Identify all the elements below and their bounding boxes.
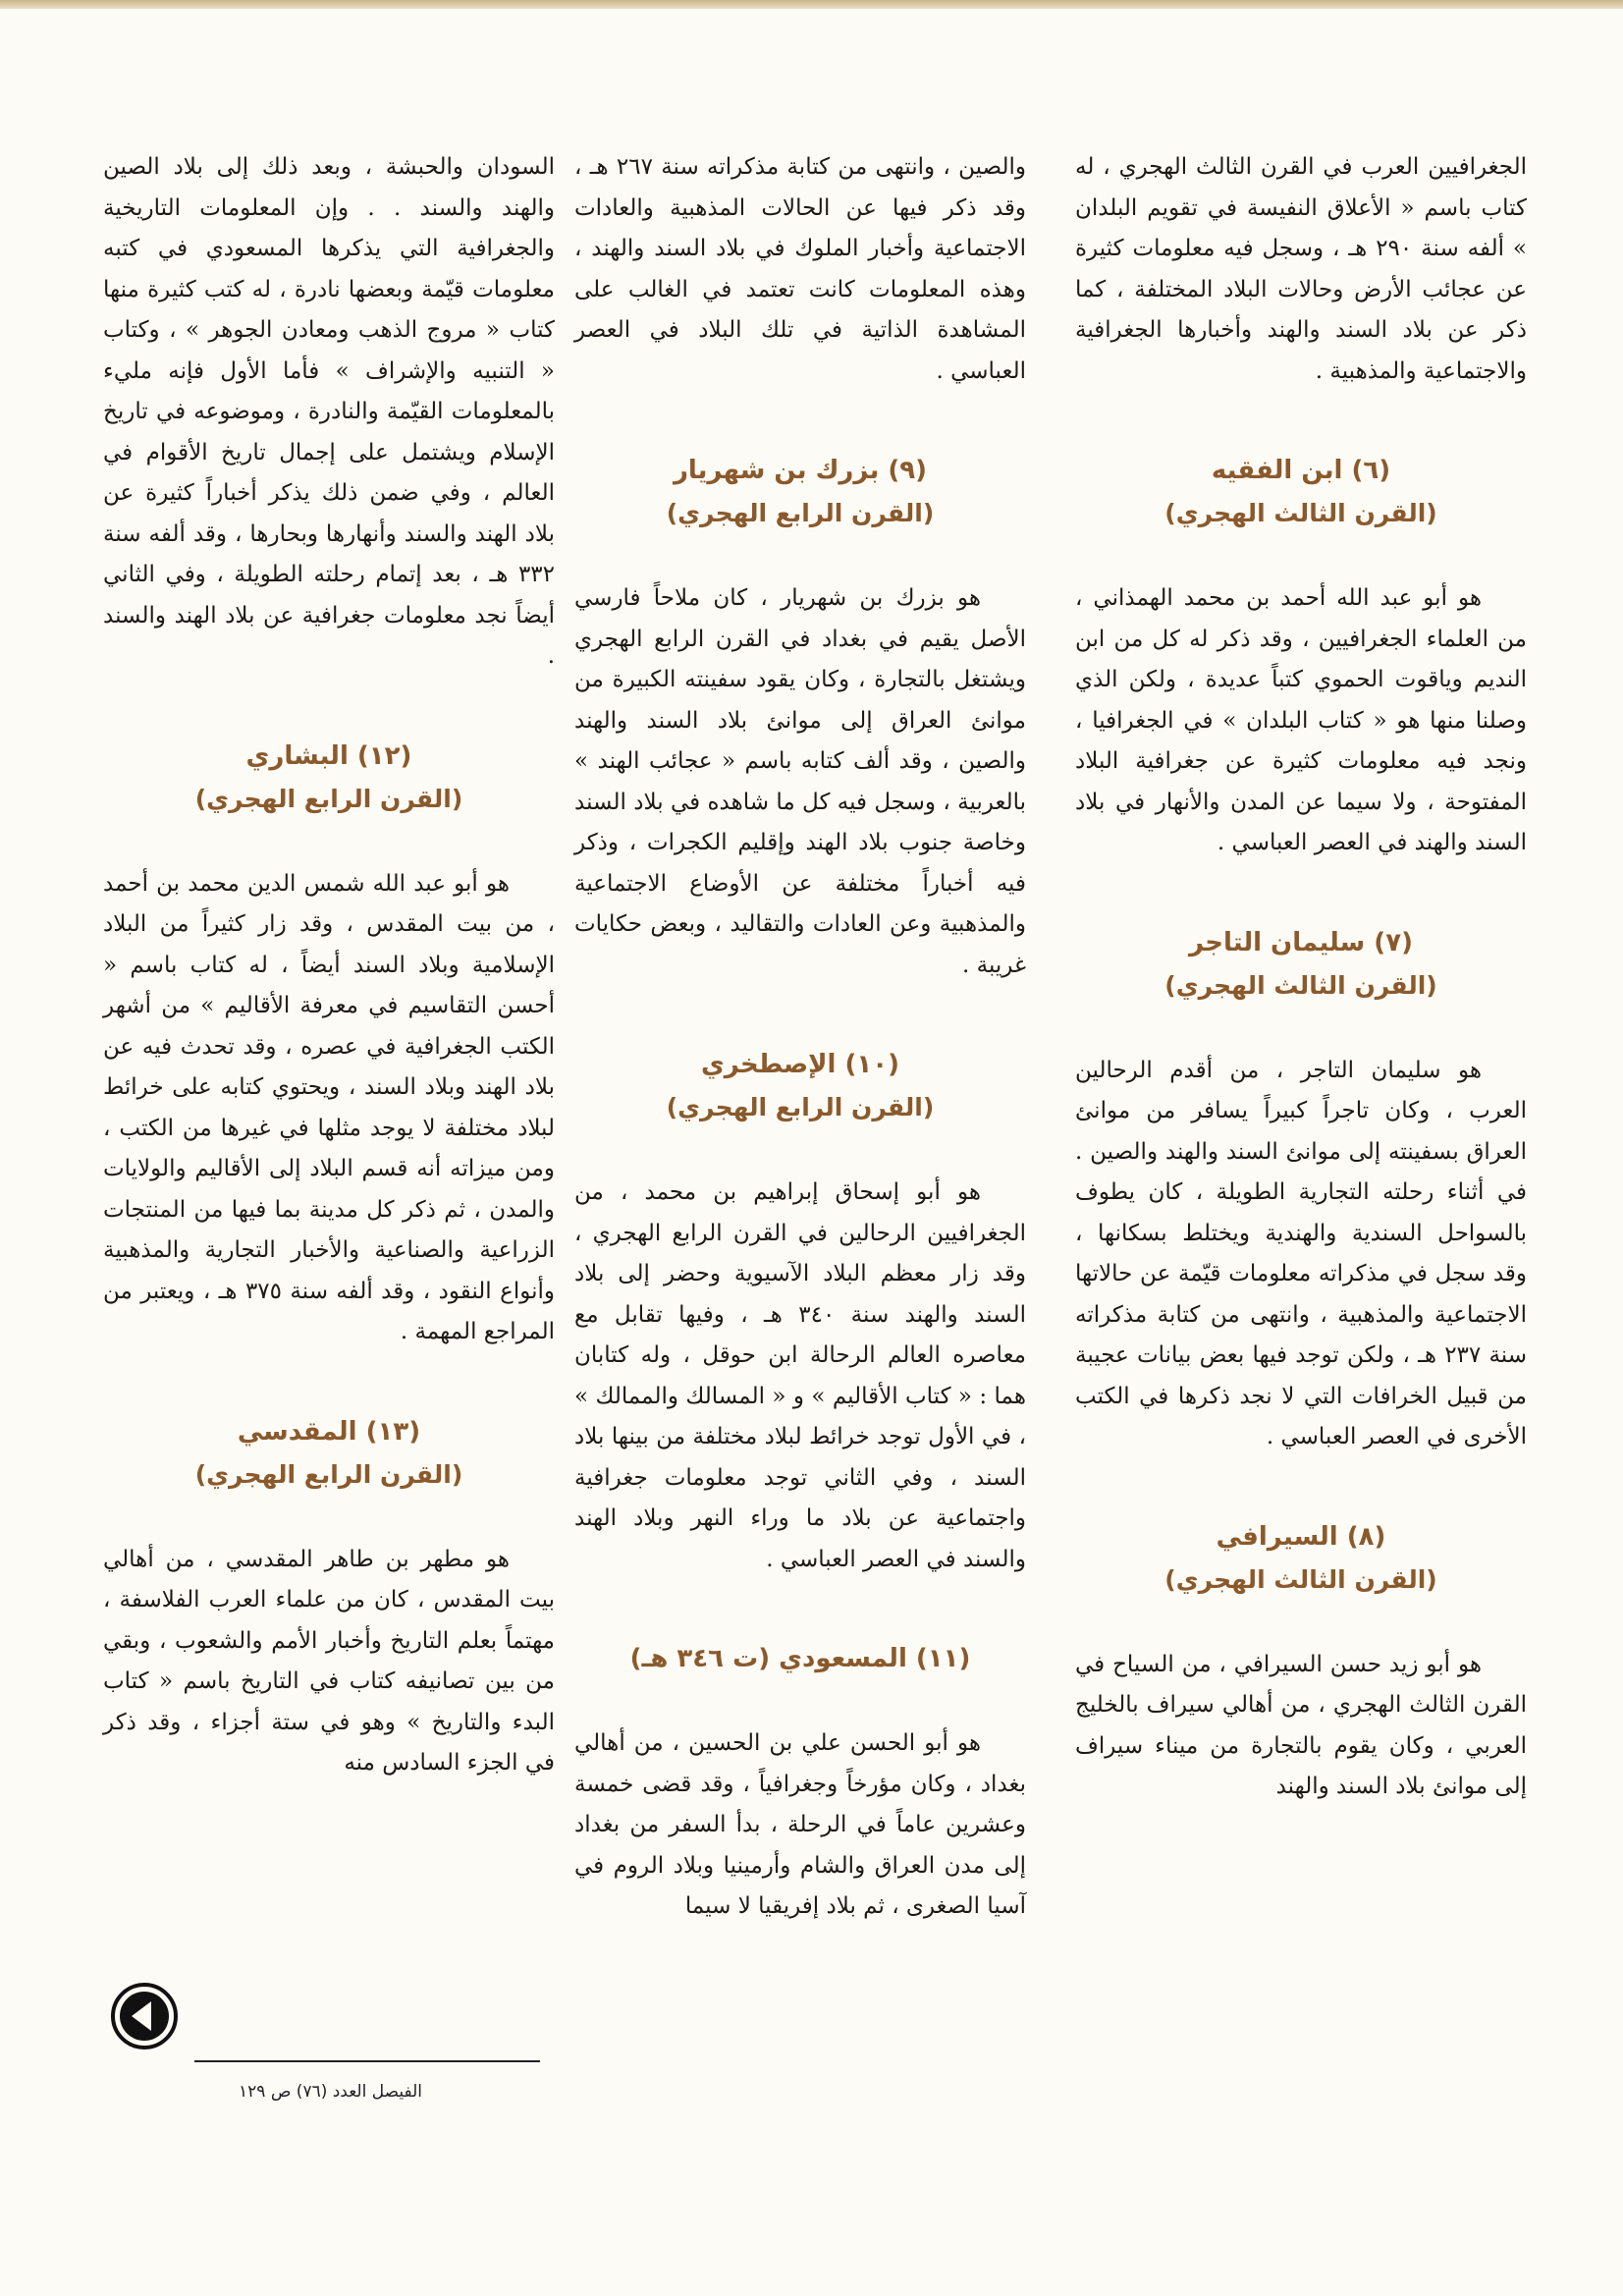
section-heading-7: [1075, 921, 1527, 1008]
column-left: [103, 147, 555, 1784]
paragraph-al-masudi: هو أبو الحسن علي بن الحسين ، من أهالي بغداد ، وكان مؤرخاً وجغرافياً ، وقد قضى خمسة وعشرين عاماً في الرحلة ، بدأ السفر من بغداد إلى مدن العراق والشام وأرمينيا وبلاد الروم في آسيا الصغرى ، ثم بلاد إفريقيا لا سيما: [574, 1730, 1026, 1919]
column-right: [1075, 147, 1527, 1808]
arrow-marker-icon: [110, 1982, 179, 2050]
footer-rule: [194, 2060, 540, 2062]
section-title: (٨) السيرافي: [1216, 1521, 1386, 1552]
section-heading-10: [574, 1043, 1026, 1129]
paragraph-ibn-al-faqih: هو أبو عبد الله أحمد بن محمد الهمذاني ، من العلماء الجغرافيين ، وقد ذكر له كل من ابن النديم وياقوت الحموي كتباً عديدة ، ولكن الذي وصلنا منها هو « كتاب البلدان » في الجغرافيا ، ونجد فيه معلومات كثيرة عن جغرافية البلاد المفتوحة ، ولا سيما عن المدن والأنهار في بلاد السند والهند في العصر العباسي .: [1075, 585, 1527, 855]
section-era: (القرن الثالث الهجري): [1164, 499, 1437, 527]
section-era: (القرن الثالث الهجري): [1164, 970, 1437, 1000]
section-title: (٦) ابن الفقيه: [1211, 456, 1391, 485]
section-era: (القرن الرابع الهجري): [666, 1093, 935, 1121]
section-title: (٧) سليمان التاجر: [1189, 927, 1413, 957]
section-era: (القرن الثالث الهجري): [1164, 1564, 1437, 1594]
section-title: (١٠) الإصطخري: [700, 1050, 900, 1079]
paragraph-al-bashari: هو أبو عبد الله شمس الدين محمد بن أحمد ، من بيت المقدس ، وقد زار كثيراً من البلاد الإسلامية وبلاد السند أيضاً ، له كتاب باسم « أحسن التقاسيم في معرفة الأقاليم » من أشهر الكتب الجغرافية في عصره ، وقد تحدث فيه عن بلاد الهند وبلاد السند ، ويحتوي كتابه على خرائط لبلاد مختلفة لا يوجد مثلها في غيرها من الكتب ، ومن ميزاته أنه قسم البلاد إلى الأقاليم والولايات والمدن ، ثم ذكر كل مدينة بما فيها من المنتجات الزراعية والصناعية والأخبار التجارية والمذهبية وأنواع النقود ، وقد ألفه سنة ٣٧٥ هـ ، ويعتبر من المراجع المهمة .: [103, 870, 555, 1344]
section-title: (١١) المسعودي (ت ٣٤٦ هـ): [629, 1644, 971, 1673]
paragraph-intro-middle: والصين ، وانتهى من كتابة مذكراته سنة ٢٦٧ هـ ، وقد ذكر فيها عن الحالات المذهبية والعادات الاجتماعية وأخبار الملوك في بلاد السند والهند ، وهذه المعلومات كانت تعتمد في الغالب على المشاهدة الذاتية في تلك البلاد في العصر العباسي .: [574, 154, 1026, 384]
section-title: (٩) بزرك بن شهريار: [673, 456, 928, 485]
section-heading-6: [1075, 449, 1527, 535]
paragraph-intro-right: الجغرافيين العرب في القرن الثالث الهجري ، له كتاب باسم « الأعلاق النفيسة في تقويم البلدان » ألفه سنة ٢٩٠ هـ ، وسجل فيه معلومات كثيرة عن عجائب الأرض وحالات البلاد المختلفة ، كما ذكر عن بلاد السند والهند وأخبارها الجغرافية والاجتماعية والمذهبية .: [1075, 154, 1527, 384]
section-era: (القرن الرابع الهجري): [666, 499, 935, 527]
paragraph-sulayman-al-tajir: هو سليمان التاجر ، من أقدم الرحالين العرب ، وكان تاجراً كبيراً يسافر من موانئ العراق بسفينته إلى موانئ السند والهند والصين . في أثناء رحلته التجارية الطويلة ، كان يطوف بالسواحل السندية والهندية ويختلط بسكانها ، وقد سجل في مذكراته معلومات قيّمة عن حالاتها الاجتماعية والمذهبية ، وانتهى من كتابة مذكراته سنة ٢٣٧ هـ ، ولكن توجد فيها بعض بيانات عجيبة من قبيل الخرافات التي لا نجد ذكرها في الكتب الأخرى في العصر العباسي .: [1075, 1057, 1527, 1449]
page-footer-caption: الفيصل العدد (٧٦) ص ١٢٩: [239, 2082, 422, 2102]
section-heading-9: [574, 449, 1026, 535]
section-era: (القرن الرابع الهجري): [194, 784, 463, 813]
section-era: (القرن الرابع الهجري): [194, 1459, 463, 1489]
section-heading-8: [1075, 1515, 1527, 1602]
paragraph-al-istakhri: هو أبو إسحاق إبراهيم بن محمد ، من الجغرافيين الرحالين في القرن الرابع الهجري ، وقد زار معظم البلاد الآسيوية وحضر إلى بلاد السند والهند سنة ٣٤٠ هـ ، وفيها تقابل مع معاصره العالم الرحالة ابن حوقل ، وله كتابان هما : « كتاب الأقاليم » و « المسالك والممالك » ، في الأول توجد خرائط لبلاد مختلفة من بينها بلاد السند ، وفي الثاني توجد معلومات جغرافية واجتماعية عن بلاد ما وراء النهر وبلاد الهند والسند في العصر العباسي .: [574, 1179, 1027, 1572]
paragraph-intro-left: السودان والحبشة ، وبعد ذلك إلى بلاد الصين والهند والسند . . وإن المعلومات التاريخية والجغرافية التي يذكرها المسعودي في كتبه معلومات قيّمة وبعضها نادرة ، له كتب كثيرة منها كتاب « مروج الذهب ومعادن الجوهر » ، وكتاب « التنبيه والإشراف » فأما الأول فإنه مليء بالمعلومات القيّمة والنادرة ، وموضوعه في تاريخ الإسلام ويشتمل على إجمال تاريخ الأقوام في العالم ، وفي ضمن ذلك يذكر أخباراً كثيرة عن بلاد الهند والسند وأنهارها وبحارها ، وقد ألفه سنة ٣٣٢ هـ ، بعد إتمام رحلته الطويلة ، وفي الثاني أيضاً نجد معلومات جغرافية عن بلاد الهند والسند .: [103, 154, 555, 669]
paragraph-al-sirafi: هو أبو زيد حسن السيرافي ، من السياح في القرن الثالث الهجري ، من أهالي سيراف بالخليج العربي ، وكان يقوم بالتجارة من ميناء سيراف إلى موانئ بلاد السند والهند: [1075, 1651, 1527, 1799]
paragraph-al-maqdisi: هو مطهر بن طاهر المقدسي ، من أهالي بيت المقدس ، كان من علماء العرب الفلاسفة ، مهتماً بعلم التاريخ وأخبار الأمم والشعوب ، وبقي من بين تصانيفه كتاب في التاريخ باسم « كتاب البدء والتاريخ » وهو في ستة أجزاء ، وقد ذكر في الجزء السادس منه: [103, 1546, 555, 1776]
paragraph-buzurg: هو بزرك بن شهريار ، كان ملاحاً فارسي الأصل يقيم في بغداد في القرن الرابع الهجري ويشتغل بالتجارة ، وكان يقود سفينته الكبيرة من موانئ العراق إلى موانئ بلاد السند والهند والصين ، وقد ألف كتابه باسم « عجائب الهند » بالعربية ، وسجل فيه كل ما شاهده في بلاد السند وخاصة جنوب بلاد الهند وإقليم الكجرات ، وذكر فيه أخباراً مختلفة عن الأوضاع الاجتماعية والمذهبية وعن العادات والتقاليد ، وبعض حكايات غريبة .: [574, 585, 1026, 978]
section-heading-12: [103, 735, 555, 821]
column-middle: [574, 147, 1026, 1928]
section-title: (١٣) المقدسي: [237, 1416, 421, 1447]
section-heading-11: [574, 1637, 1026, 1680]
section-heading-13: [103, 1410, 555, 1497]
section-title: (١٢) البشاري: [245, 740, 412, 771]
